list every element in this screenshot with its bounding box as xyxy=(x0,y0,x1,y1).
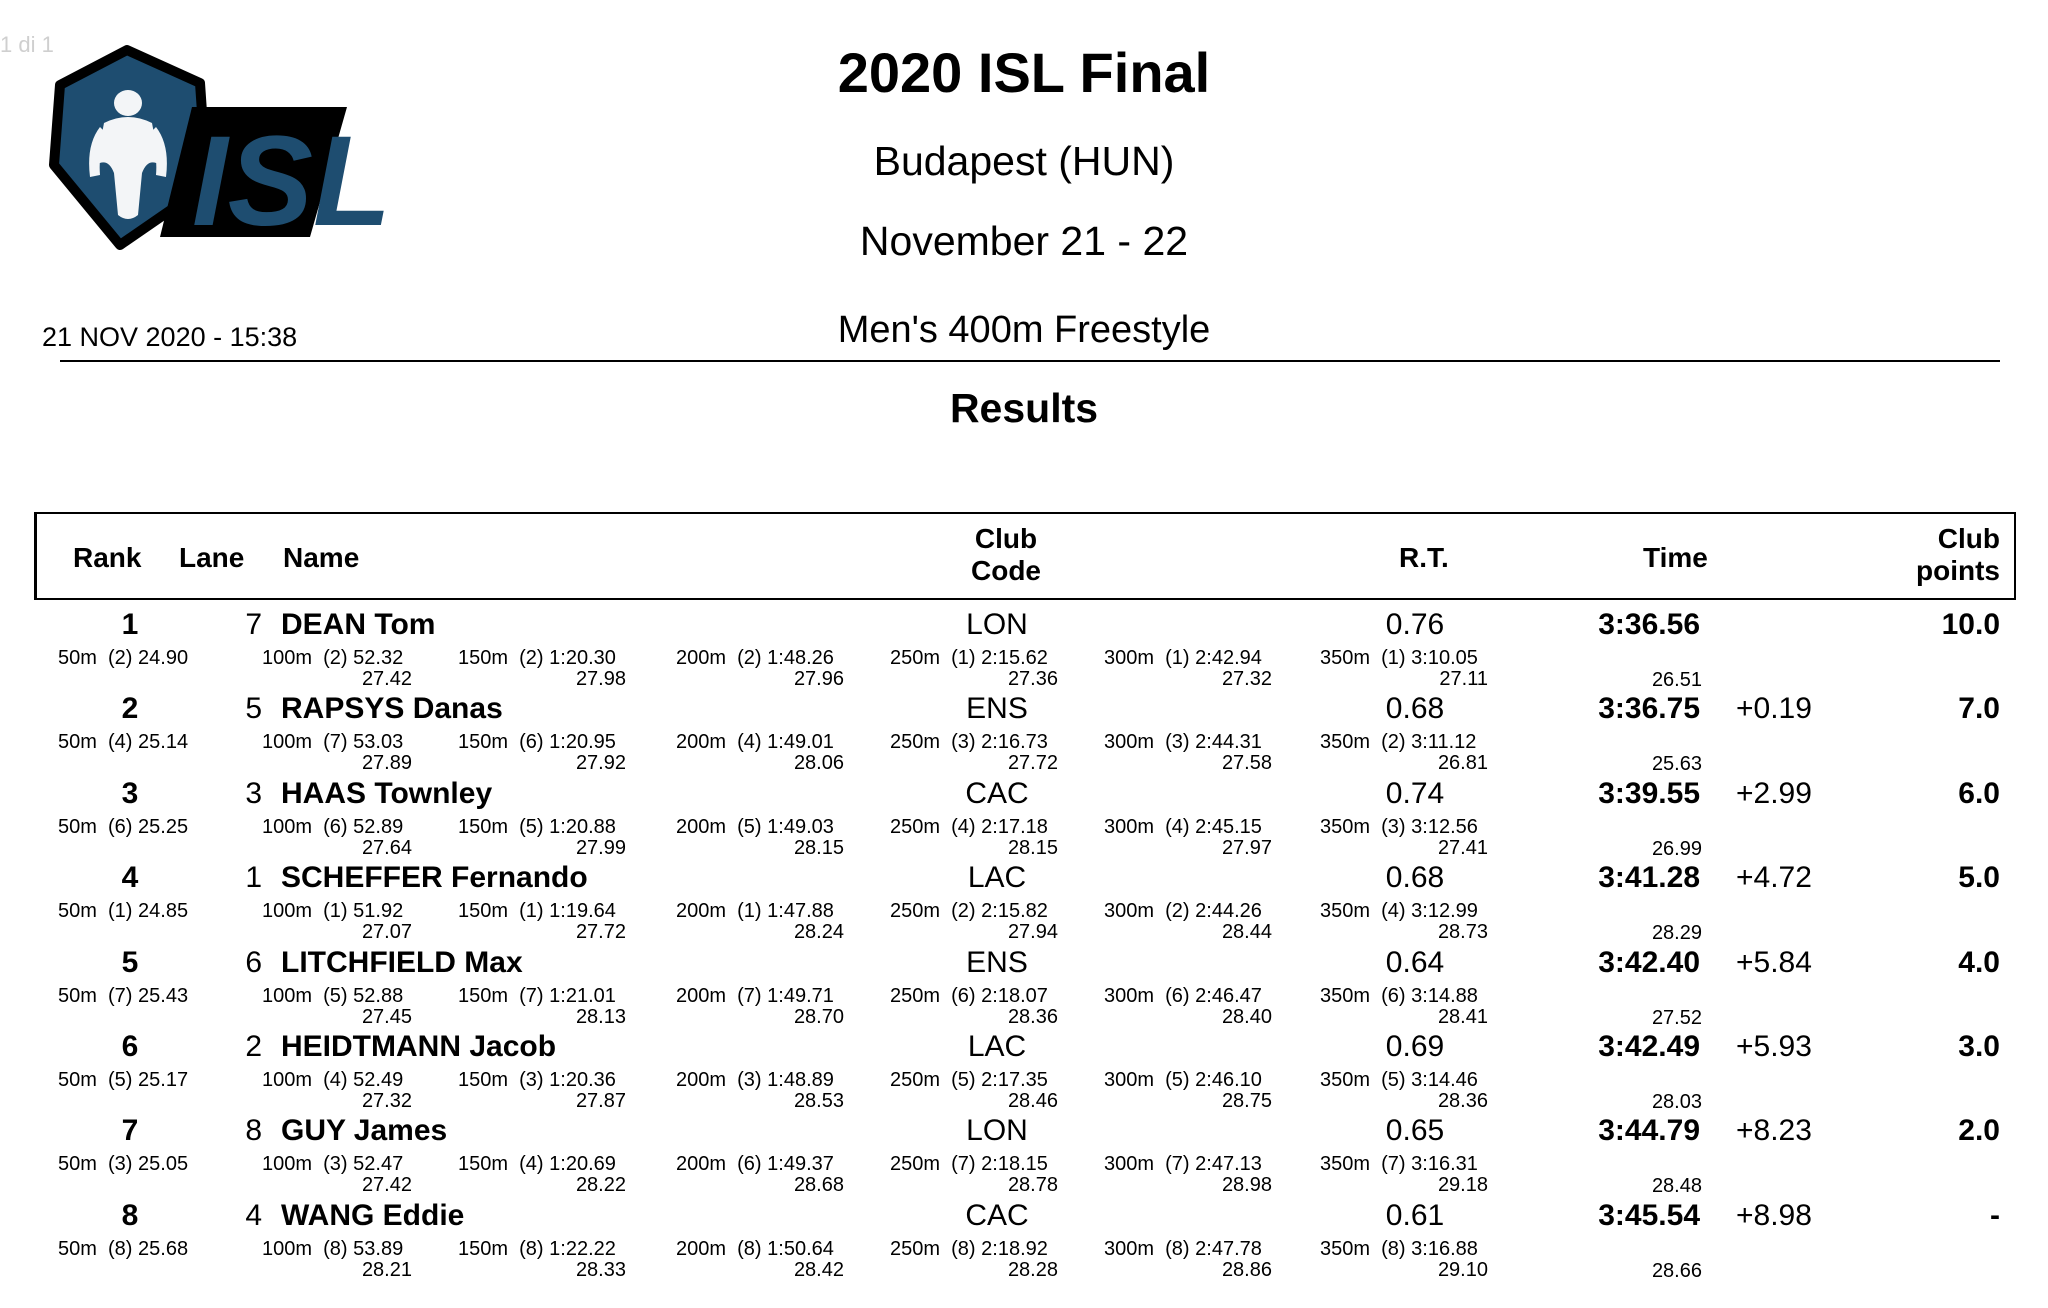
split-time: 50m (4) 25.14 xyxy=(58,731,189,754)
split-time: 150m (6) 1:20.95 xyxy=(458,731,616,754)
lap-time: 27.94 xyxy=(1007,921,1058,944)
rank-cell: 8 xyxy=(121,1198,139,1232)
split-cell xyxy=(1104,1154,1272,1198)
lap-time: 28.21 xyxy=(361,1258,412,1281)
lap-time: 27.11 xyxy=(1439,668,1488,690)
split-time: 100m (8) 53.89 xyxy=(262,1237,404,1260)
split-time: 150m (7) 1:21.01 xyxy=(458,984,616,1007)
lap-time: 26.81 xyxy=(1437,752,1488,775)
split-cell xyxy=(58,1239,218,1283)
split-time: 150m (4) 1:20.69 xyxy=(458,1153,616,1176)
athlete-row xyxy=(0,1112,2048,1196)
split-time: 100m (5) 52.88 xyxy=(262,984,404,1007)
split-cell xyxy=(890,1239,1058,1283)
athlete-summary xyxy=(0,944,2048,984)
name-cell: SCHEFFER Fernando xyxy=(281,861,588,895)
split-cell xyxy=(890,1154,1058,1198)
athlete-row xyxy=(0,606,2048,690)
split-time: 50m (6) 25.25 xyxy=(58,815,189,838)
split-time: 200m (1) 1:47.88 xyxy=(676,900,834,923)
athlete-summary xyxy=(0,1197,2048,1237)
lap-time: 27.32 xyxy=(361,1090,412,1112)
reaction-time-cell: 0.68 xyxy=(1385,861,1445,895)
lap-time: 28.15 xyxy=(1007,836,1058,859)
club-code-cell: CAC xyxy=(965,1198,1029,1232)
lap-time: 28.46 xyxy=(1007,1090,1058,1112)
split-cell xyxy=(1320,986,1488,1030)
club-code-cell: LON xyxy=(966,1114,1028,1148)
time-behind-cell: +8.98 xyxy=(1736,1198,1812,1232)
section-title: Results xyxy=(949,385,1099,431)
name-cell: GUY James xyxy=(281,1114,448,1148)
lap-time: 28.68 xyxy=(793,1174,844,1197)
lap-time: 27.97 xyxy=(1221,836,1272,859)
split-cell xyxy=(1320,901,1488,945)
split-cell xyxy=(890,986,1058,1030)
col-club-code xyxy=(961,523,1051,587)
split-cell xyxy=(676,817,844,861)
split-cell xyxy=(890,817,1058,861)
split-cell xyxy=(58,1154,218,1198)
split-time: 250m (8) 2:18.92 xyxy=(890,1237,1048,1260)
split-time: 150m (5) 1:20.88 xyxy=(458,815,616,838)
athlete-summary xyxy=(0,606,2048,646)
final-lap-time: 25.63 xyxy=(1651,753,1702,776)
split-time: 50m (7) 25.43 xyxy=(58,984,189,1007)
club-points-cell: 5.0 xyxy=(1958,861,2000,895)
table-header xyxy=(34,512,2016,600)
split-cell xyxy=(58,648,218,692)
split-time: 350m (6) 3:14.88 xyxy=(1320,984,1478,1007)
col-club-code-line1: Club xyxy=(974,523,1038,554)
rank-cell: 4 xyxy=(121,861,139,895)
club-points-cell: 7.0 xyxy=(1958,692,2000,726)
split-cell xyxy=(458,648,626,692)
lap-time: 28.33 xyxy=(575,1258,626,1281)
header-divider xyxy=(60,360,2000,362)
time-behind-cell: +4.72 xyxy=(1736,861,1812,895)
lap-time: 27.64 xyxy=(361,836,412,859)
split-time: 200m (2) 1:48.26 xyxy=(676,647,834,669)
lap-time: 27.72 xyxy=(1007,752,1058,775)
split-time: 50m (1) 24.85 xyxy=(58,900,189,923)
split-cell xyxy=(1104,732,1272,776)
col-club-points-line2: points xyxy=(1916,555,2000,586)
split-cell xyxy=(262,648,412,692)
athlete-row xyxy=(0,859,2048,943)
split-time: 100m (1) 51.92 xyxy=(262,900,404,923)
time-behind-cell: +5.84 xyxy=(1736,945,1812,979)
event-name: Men's 400m Freestyle xyxy=(837,309,1211,351)
split-time: 200m (3) 1:48.89 xyxy=(676,1069,834,1091)
col-rank: Rank xyxy=(73,542,142,573)
lap-time: 27.42 xyxy=(361,668,412,690)
name-cell: LITCHFIELD Max xyxy=(281,945,523,979)
split-time: 300m (1) 2:42.94 xyxy=(1104,647,1262,669)
lap-time: 28.53 xyxy=(793,1090,844,1112)
rank-cell: 7 xyxy=(121,1114,139,1148)
split-time: 250m (6) 2:18.07 xyxy=(890,984,1048,1007)
report-timestamp: 21 NOV 2020 - 15:38 xyxy=(42,322,298,352)
split-cell xyxy=(1320,1154,1488,1198)
split-cell xyxy=(676,732,844,776)
club-points-cell: 2.0 xyxy=(1958,1114,2000,1148)
lap-time: 27.42 xyxy=(361,1174,412,1197)
club-points-cell: 4.0 xyxy=(1958,945,2000,979)
split-cell xyxy=(890,1070,1058,1114)
split-time: 200m (4) 1:49.01 xyxy=(676,731,834,754)
lap-time: 28.15 xyxy=(793,836,844,859)
club-code-cell: LAC xyxy=(967,861,1027,895)
split-time: 150m (3) 1:20.36 xyxy=(458,1069,616,1091)
split-cell xyxy=(676,901,844,945)
lap-time: 27.36 xyxy=(1007,668,1058,690)
split-time: 50m (2) 24.90 xyxy=(58,647,189,669)
col-name: Name xyxy=(283,542,360,573)
name-cell: HEIDTMANN Jacob xyxy=(281,1030,557,1063)
lap-time: 27.07 xyxy=(361,921,412,944)
time-cell: 3:42.40 xyxy=(1598,945,1700,979)
club-code-cell: ENS xyxy=(966,945,1028,979)
final-lap-time: 27.52 xyxy=(1651,1006,1702,1029)
time-behind-cell: +5.93 xyxy=(1736,1030,1812,1063)
athlete-row xyxy=(0,944,2048,1028)
split-cell xyxy=(676,1070,844,1114)
split-cell xyxy=(1320,1239,1488,1283)
svg-text:ISL: ISL xyxy=(192,110,392,253)
time-cell: 3:42.49 xyxy=(1598,1030,1700,1063)
athlete-summary xyxy=(0,690,2048,730)
reaction-time-cell: 0.69 xyxy=(1385,1030,1445,1063)
split-cell xyxy=(1104,648,1272,692)
club-code-cell: CAC xyxy=(965,776,1029,810)
split-time: 250m (1) 2:15.62 xyxy=(890,647,1048,669)
split-time: 300m (2) 2:44.26 xyxy=(1104,900,1262,923)
page-indicator: 1 di 1 xyxy=(0,32,54,57)
split-time: 300m (3) 2:44.31 xyxy=(1104,731,1262,754)
reaction-time-cell: 0.61 xyxy=(1385,1198,1445,1232)
lap-time: 28.13 xyxy=(575,1005,626,1028)
split-time: 350m (8) 3:16.88 xyxy=(1320,1237,1478,1260)
rank-cell: 6 xyxy=(121,1030,139,1063)
lane-cell: 7 xyxy=(245,608,262,641)
reaction-time-cell: 0.76 xyxy=(1385,608,1445,641)
lap-time: 29.10 xyxy=(1437,1258,1488,1281)
split-time: 350m (7) 3:16.31 xyxy=(1320,1153,1478,1176)
lane-cell: 8 xyxy=(245,1114,262,1148)
col-club-points xyxy=(1916,523,2000,587)
lap-time: 28.73 xyxy=(1437,921,1488,944)
split-time: 350m (3) 3:12.56 xyxy=(1320,815,1478,838)
name-cell: WANG Eddie xyxy=(281,1198,465,1232)
split-cell xyxy=(58,817,218,861)
final-lap-time: 28.29 xyxy=(1651,922,1702,945)
split-time: 100m (2) 52.32 xyxy=(262,647,404,669)
page-title: 2020 ISL Final xyxy=(837,41,1211,104)
club-points-cell: 3.0 xyxy=(1958,1030,2000,1063)
athlete-summary xyxy=(0,859,2048,899)
split-cell xyxy=(1104,1239,1272,1283)
split-time: 250m (5) 2:17.35 xyxy=(890,1069,1048,1091)
rank-cell: 2 xyxy=(121,692,139,726)
split-cell xyxy=(1320,732,1488,776)
split-cell xyxy=(458,817,626,861)
lap-time: 27.92 xyxy=(575,752,626,775)
lane-cell: 3 xyxy=(245,776,262,810)
split-cell xyxy=(1104,986,1272,1030)
split-cell xyxy=(262,732,412,776)
split-cell xyxy=(58,1070,218,1114)
lane-cell: 6 xyxy=(245,945,262,979)
lap-time: 28.40 xyxy=(1221,1005,1272,1028)
split-cell xyxy=(58,986,218,1030)
lap-time: 28.78 xyxy=(1007,1174,1058,1197)
time-cell: 3:39.55 xyxy=(1598,776,1700,810)
split-time: 50m (5) 25.17 xyxy=(58,1069,189,1091)
lap-time: 28.28 xyxy=(1007,1258,1058,1281)
split-cell xyxy=(458,901,626,945)
lap-time: 28.22 xyxy=(575,1174,626,1197)
split-time: 300m (5) 2:46.10 xyxy=(1104,1069,1262,1091)
split-cell xyxy=(262,901,412,945)
reaction-time-cell: 0.65 xyxy=(1385,1114,1445,1148)
lap-time: 28.44 xyxy=(1221,921,1272,944)
split-time: 100m (3) 52.47 xyxy=(262,1153,404,1176)
time-behind-cell: +2.99 xyxy=(1736,776,1812,810)
athlete-row xyxy=(0,1197,2048,1281)
split-cell xyxy=(676,986,844,1030)
split-cell xyxy=(1320,1070,1488,1114)
split-time: 350m (4) 3:12.99 xyxy=(1320,900,1478,923)
reaction-time-cell: 0.74 xyxy=(1385,776,1445,810)
split-time: 150m (1) 1:19.64 xyxy=(458,900,616,923)
col-reaction-time: R.T. xyxy=(1399,542,1449,573)
club-points-cell: - xyxy=(1990,1198,2000,1232)
split-time: 200m (8) 1:50.64 xyxy=(676,1237,834,1260)
reaction-time-cell: 0.68 xyxy=(1385,692,1445,726)
lap-time: 28.86 xyxy=(1221,1258,1272,1281)
athlete-row xyxy=(0,1028,2048,1112)
split-time: 300m (6) 2:46.47 xyxy=(1104,984,1262,1007)
final-lap-time: 28.48 xyxy=(1651,1175,1702,1198)
club-code-cell: ENS xyxy=(966,692,1028,726)
time-cell: 3:36.75 xyxy=(1598,692,1700,726)
split-time: 350m (2) 3:11.12 xyxy=(1320,731,1477,754)
split-cell xyxy=(890,648,1058,692)
lap-time: 28.36 xyxy=(1437,1090,1488,1112)
lane-cell: 5 xyxy=(245,692,262,726)
split-cell xyxy=(676,1154,844,1198)
lap-time: 28.06 xyxy=(793,752,844,775)
time-cell: 3:44.79 xyxy=(1598,1114,1700,1148)
split-cell xyxy=(1320,817,1488,861)
lap-time: 27.32 xyxy=(1221,668,1272,690)
col-club-points-line1: Club xyxy=(1937,523,2000,554)
lap-time: 27.72 xyxy=(575,921,626,944)
lap-time: 27.58 xyxy=(1221,752,1272,775)
club-points-cell: 6.0 xyxy=(1958,776,2000,810)
split-time: 300m (4) 2:45.15 xyxy=(1104,815,1262,838)
col-time: Time xyxy=(1643,542,1708,573)
lane-cell: 1 xyxy=(245,861,262,895)
split-time: 50m (8) 25.68 xyxy=(58,1237,189,1260)
lap-time: 27.87 xyxy=(575,1090,626,1112)
lap-time: 27.98 xyxy=(575,668,626,690)
split-time: 150m (2) 1:20.30 xyxy=(458,647,616,669)
col-club-code-line2: Code xyxy=(971,555,1041,586)
time-behind-cell: +0.19 xyxy=(1736,692,1812,726)
split-cell xyxy=(890,732,1058,776)
final-lap-time: 28.66 xyxy=(1651,1259,1702,1282)
lap-time: 28.36 xyxy=(1007,1005,1058,1028)
lap-time: 27.45 xyxy=(361,1005,412,1028)
split-cell xyxy=(890,901,1058,945)
split-cell xyxy=(458,732,626,776)
name-cell: RAPSYS Danas xyxy=(281,692,503,726)
split-time: 100m (4) 52.49 xyxy=(262,1069,404,1091)
split-time: 100m (6) 52.89 xyxy=(262,815,404,838)
final-lap-time: 26.99 xyxy=(1651,837,1702,860)
lap-time: 28.75 xyxy=(1221,1090,1272,1112)
name-cell: HAAS Townley xyxy=(281,776,493,810)
split-cell xyxy=(58,732,218,776)
time-cell: 3:41.28 xyxy=(1598,861,1700,895)
time-cell: 3:36.56 xyxy=(1598,608,1700,641)
split-cell xyxy=(1320,648,1488,692)
athlete-summary xyxy=(0,1112,2048,1152)
split-cell xyxy=(262,817,412,861)
split-time: 200m (6) 1:49.37 xyxy=(676,1153,834,1176)
reaction-time-cell: 0.64 xyxy=(1385,945,1445,979)
club-points-cell: 10.0 xyxy=(1941,608,2000,641)
lap-time: 27.89 xyxy=(361,752,412,775)
split-cell xyxy=(676,1239,844,1283)
split-cell xyxy=(1104,817,1272,861)
split-time: 250m (7) 2:18.15 xyxy=(890,1153,1048,1176)
final-lap-time: 26.51 xyxy=(1651,669,1702,691)
split-cell xyxy=(458,986,626,1030)
lap-time: 29.18 xyxy=(1437,1174,1488,1197)
split-cell xyxy=(58,901,218,945)
split-cell xyxy=(262,1070,412,1114)
time-cell: 3:45.54 xyxy=(1598,1198,1700,1232)
lap-time: 27.41 xyxy=(1437,836,1488,859)
split-cell xyxy=(262,1154,412,1198)
name-cell: DEAN Tom xyxy=(281,608,436,641)
lap-time: 28.70 xyxy=(793,1005,844,1028)
rank-cell: 1 xyxy=(121,608,139,641)
split-time: 150m (8) 1:22.22 xyxy=(458,1237,616,1260)
split-time: 250m (4) 2:17.18 xyxy=(890,815,1048,838)
lap-time: 28.24 xyxy=(793,921,844,944)
event-location: Budapest (HUN) xyxy=(873,138,1175,184)
rank-cell: 3 xyxy=(121,776,139,810)
split-time: 250m (2) 2:15.82 xyxy=(890,900,1048,923)
lap-time: 28.98 xyxy=(1221,1174,1272,1197)
split-cell xyxy=(1104,1070,1272,1114)
lane-cell: 4 xyxy=(245,1198,262,1232)
split-cell xyxy=(458,1070,626,1114)
split-cell xyxy=(262,1239,412,1283)
split-time: 350m (5) 3:14.46 xyxy=(1320,1069,1478,1091)
club-code-cell: LON xyxy=(966,608,1028,641)
lap-time: 27.96 xyxy=(793,668,844,690)
athlete-summary xyxy=(0,775,2048,815)
split-cell xyxy=(458,1239,626,1283)
split-cell xyxy=(1104,901,1272,945)
athlete-summary xyxy=(0,1028,2048,1068)
rank-cell: 5 xyxy=(121,945,139,979)
split-cell xyxy=(458,1154,626,1198)
lane-cell: 2 xyxy=(245,1030,262,1063)
final-lap-time: 28.03 xyxy=(1651,1091,1702,1113)
athlete-row xyxy=(0,775,2048,859)
time-behind-cell: +8.23 xyxy=(1736,1114,1812,1148)
col-lane: Lane xyxy=(179,542,245,573)
split-time: 300m (8) 2:47.78 xyxy=(1104,1237,1262,1260)
split-time: 250m (3) 2:16.73 xyxy=(890,731,1048,754)
lap-time: 28.41 xyxy=(1437,1005,1488,1028)
lap-time: 28.42 xyxy=(793,1258,844,1281)
split-time: 200m (5) 1:49.03 xyxy=(676,815,834,838)
split-cell xyxy=(676,648,844,692)
split-time: 50m (3) 25.05 xyxy=(58,1153,189,1176)
split-time: 100m (7) 53.03 xyxy=(262,731,404,754)
lap-time: 27.99 xyxy=(575,836,626,859)
club-code-cell: LAC xyxy=(967,1030,1027,1063)
split-cell xyxy=(262,986,412,1030)
event-dates: November 21 - 22 xyxy=(859,218,1189,264)
split-time: 300m (7) 2:47.13 xyxy=(1104,1153,1262,1176)
athlete-row xyxy=(0,690,2048,774)
split-time: 200m (7) 1:49.71 xyxy=(676,984,834,1007)
split-time: 350m (1) 3:10.05 xyxy=(1320,647,1478,669)
